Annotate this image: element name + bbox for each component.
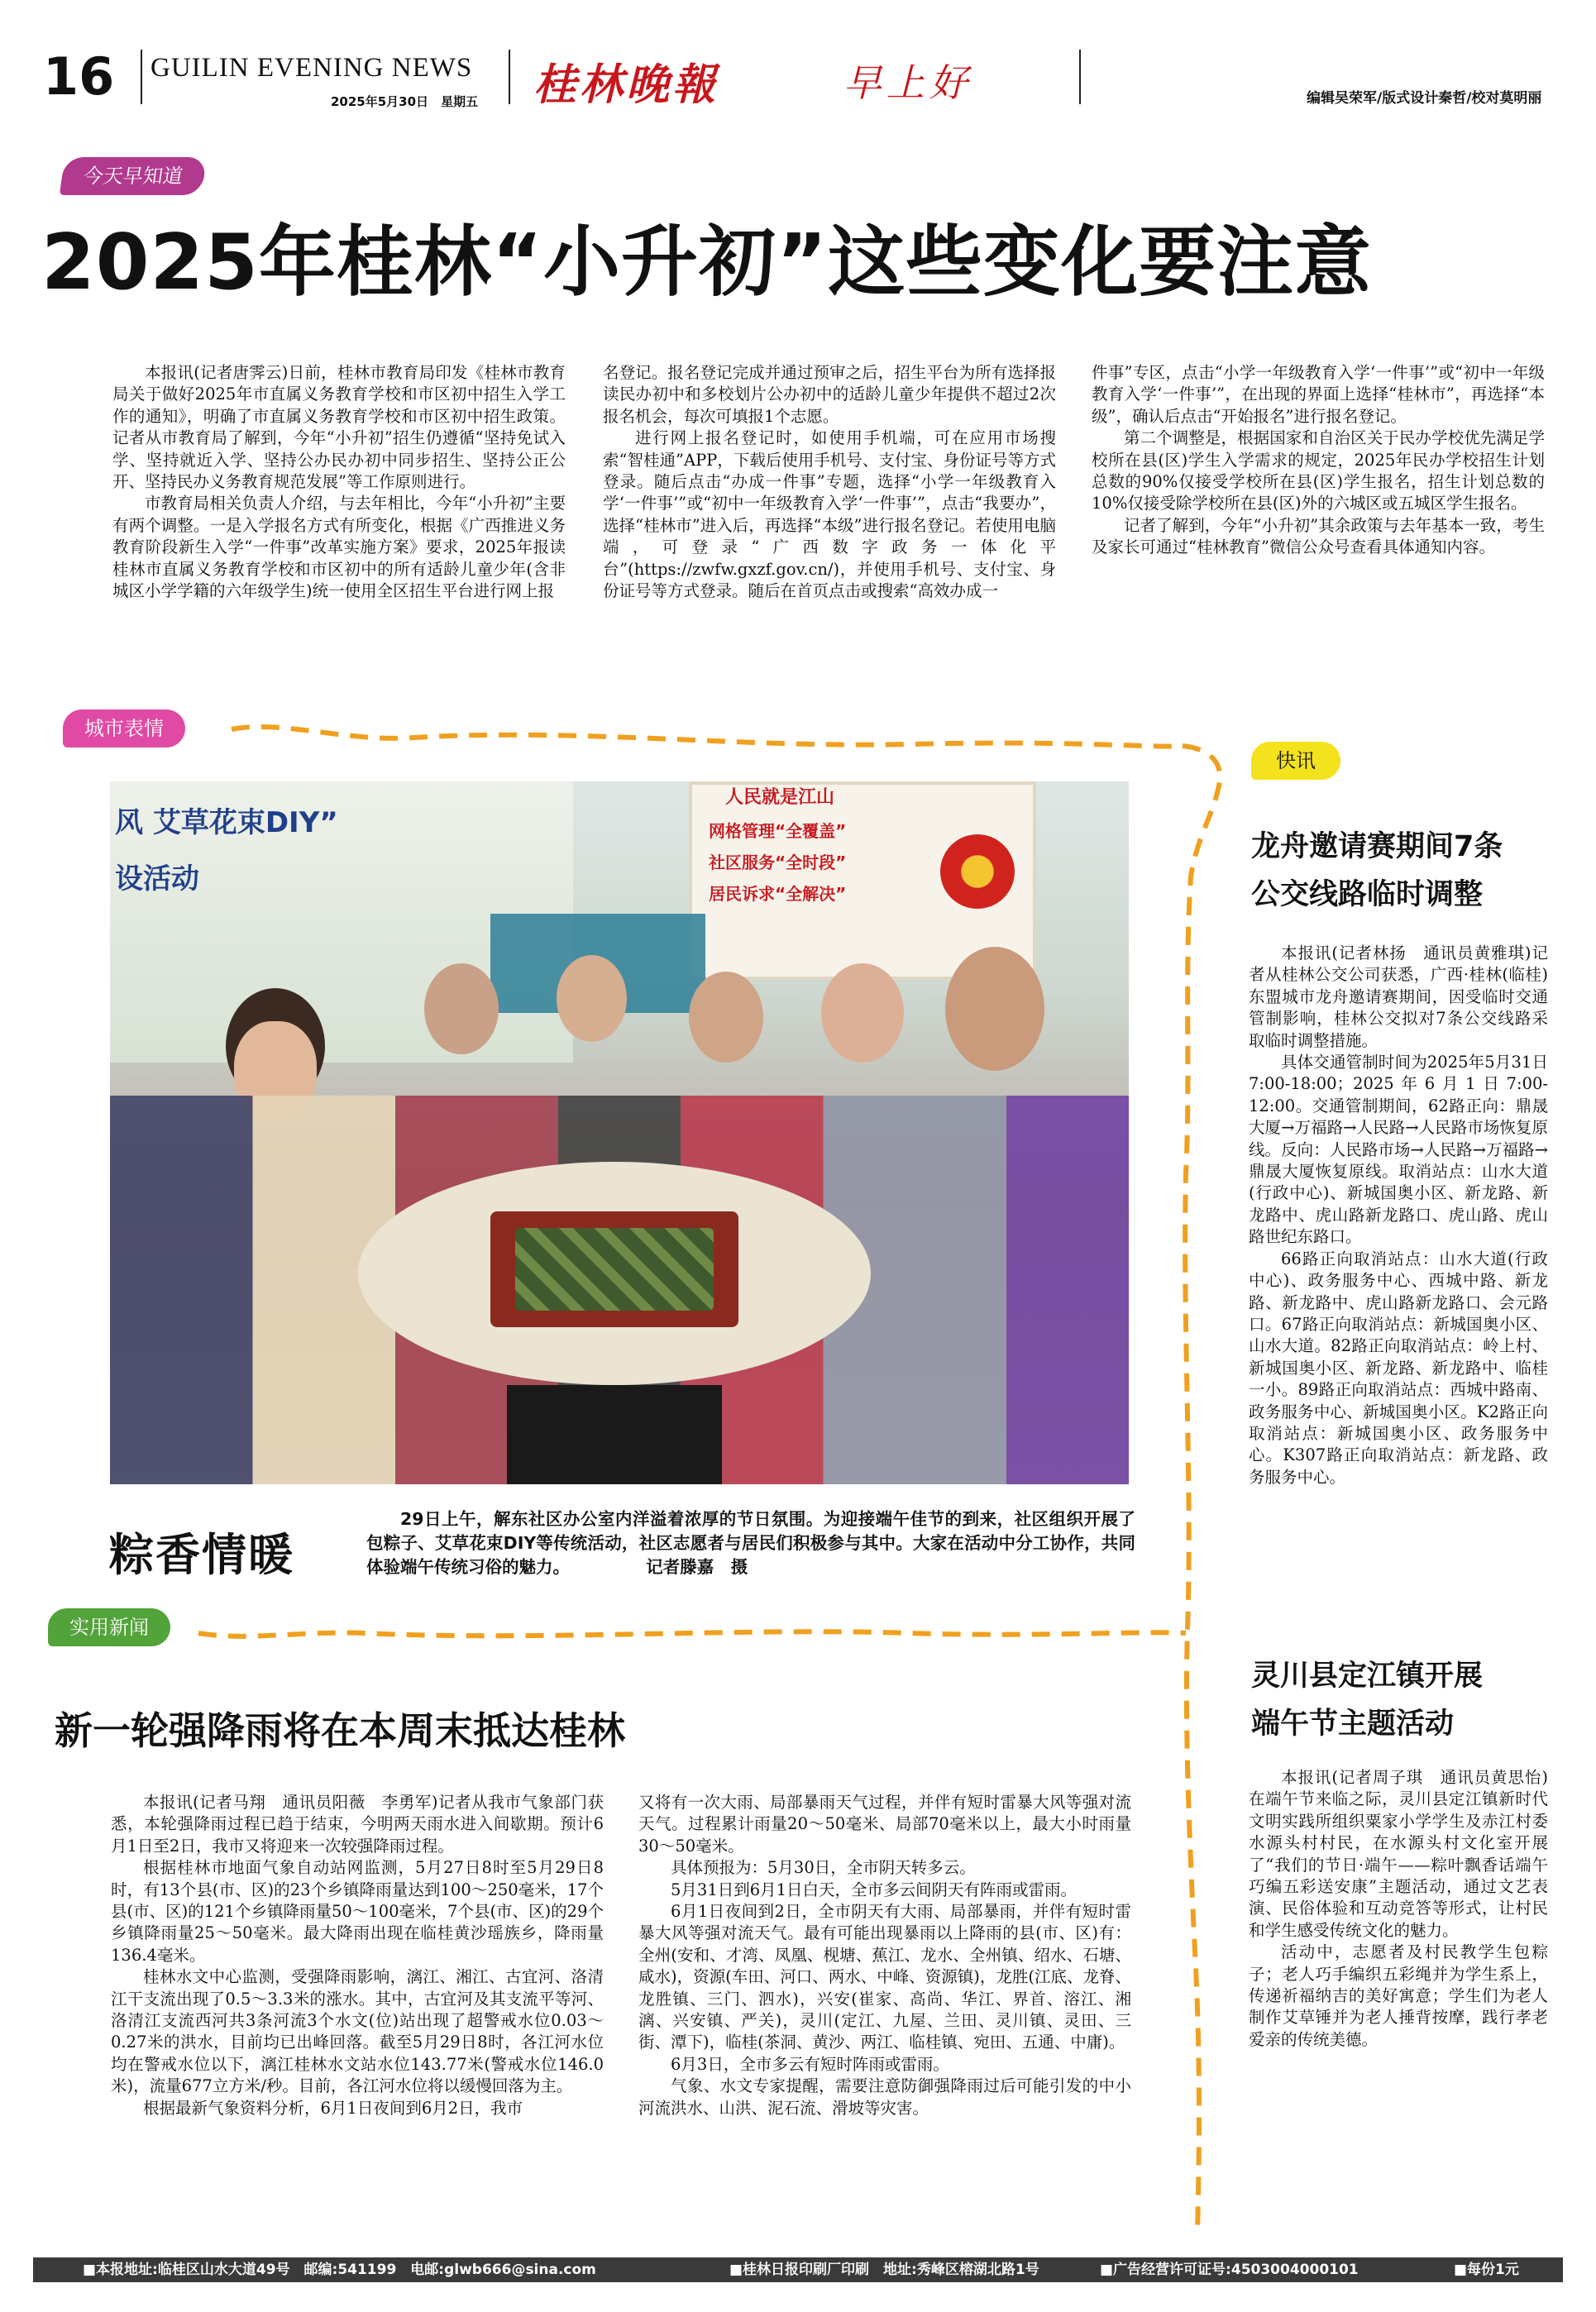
brief-headline-2 [1251, 1652, 1557, 1748]
tag-city-expression: 城市表情 [63, 709, 185, 748]
rain-paragraph: 气象、水文专家提醒，需要注意防御强降雨过后可能引发的中小河流洪水、山洪、泥石流、滑坡等灾害。 [638, 2076, 1131, 2118]
lead-paragraph: 进行网上报名登记时，如使用手机端，可在应用市场搜索“智桂通”APP，下载后使用手机号、支付宝、身份证号等方式登录。随后点击“办成一件事”专题，选择“小学一年级教育入学‘一件事’”或“初中一年级教育入学‘一件事’”，点击“我要办”，选择“桂林市”进入后，再选择“本级”进行报名登记。若使用电脑端，可登录“广西数字政务一体化平台”(https://zwfw.gxzf.gov.cn/)，并使用手机号、支付宝、身份证号等方式登录。随后在首页点击或搜索“高效办成一 [603, 428, 1056, 601]
banner-text: 风 艾草花束DIY” [115, 806, 338, 839]
person-face [424, 963, 499, 1054]
footer-license: ■广告经营许可证号:4503004000101 [1100, 2262, 1359, 2278]
rain-paragraph: 6月3日，全市多云有短时阵雨或雷雨。 [671, 2054, 949, 2074]
rain-paragraph: 根据桂林市地面气象自动站网监测，5月27日8时至5月29日8时，有13个县(市、区)的23个乡镇降雨量达到100～250毫米，17个县(市、区)的121个乡镇降雨量50～100毫米，7个县(市、区)的29个乡镇降雨量25～50毫米。最大降雨出现在临桂黄沙瑶族乡，降雨量136.4毫米。 [111, 1858, 604, 1965]
brief-paragraph: 具体交通管制时间为2025年5月31日7:00-18:00；2025年6月1日7:00-12:00。交通管制期间，62路正向：鼎晟大厦→万福路→人民路→人民路市场恢复原线。反向：人民路市场→人民路→万福路→鼎晟大厦恢复原线。取消站点：山水大道(行政中心)、新城国奥小区、新龙路、新龙路中、虎山路新龙路口、虎山路、虎山路世纪东路口。 [1249, 1053, 1548, 1247]
caption-text: 29日上午，解东社区办公室内洋溢着浓厚的节日氛围。为迎接端午佳节的到来，社区组织开展了包粽子、艾草花束DIY等传统活动，社区志愿者与居民们积极参与其中。大家在活动中分工协作，共同体验端午传统习俗的魅力。 [366, 1509, 1135, 1577]
brief-story-2 [1249, 1767, 1565, 2051]
board-top-text: 人民就是江山 [725, 787, 835, 808]
footer-printer: ■桂林日报印刷厂印刷 地址:秀峰区榕湖北路1号 [729, 2262, 1039, 2278]
lead-headline: 2025年桂林“小升初”这些变化要注意 [41, 217, 1373, 307]
lead-paragraph: 件事”专区，点击“小学一年级教育入学‘一件事’”或“初中一年级教育入学‘一件事’”，在出现的界面上选择“桂林市”，再选择“本级”，确认后点击“开始报名”进行报名登记。 [1092, 363, 1545, 426]
rain-paragraph: 又将有一次大雨、局部暴雨天气过程，并伴有短时雷暴大风等强对流天气。过程累计雨量20～50毫米、局部70毫米以上，最大小时雨量30～50毫米。 [638, 1793, 1131, 1856]
person-face [689, 972, 763, 1063]
rain-paragraph: 6月1日夜间到2日，全市阴天有大雨、局部暴雨，并伴有短时雷暴大风等强对流天气。最有可能出现暴雨以上降雨的县(市、区)有：全州(安和、才湾、凤凰、枧塘、蕉江、龙水、全州镇、绍水、石塘、咸水)，资源(车田、河口、两水、中峰、资源镇)，龙胜(江底、龙脊、龙胜镇、三门、泗水)，兴安(崔家、高尚、华江、界首、溶江、湘漓、兴安镇、严关)，灵川(定江、九屋、兰田、灵川镇、灵田、三街、潭下)，临桂(茶洞、黄沙、两江、临桂镇、宛田、五通、中庸)。 [638, 1902, 1131, 2052]
brief-story-1 [1249, 943, 1548, 1488]
rain-paragraph: 桂林水文中心监测，受强降雨影响，漓江、湘江、古宜河、洛清江干支流出现了0.5～3.3米的涨水。其中，古宜河及其支流平等河、洛清江支流西河共3条河流3个水文(位)站出现了超警戒水位0.03～0.27米的洪水，目前均已出峰回落。截至5月29日8时，各江河水位均在警戒水位以下，漓江桂林水文站水位143.77米(警戒水位146.0米)，流量677立方米/秒。目前，各江河水位将以缓慢回落为主。 [111, 1967, 604, 2096]
table-base [507, 1385, 722, 1484]
rain-column-1 [111, 1792, 604, 2119]
photo-caption [366, 1507, 1135, 1579]
board-line: 居民诉求“全解决” [709, 884, 847, 904]
date-text: 2025年5月30日 [331, 94, 429, 109]
page-number: 16 [43, 46, 115, 107]
brief-paragraph: 本报讯(记者林扬 通讯员黄雅琪)记者从桂林公交公司获悉，广西·桂林(临桂)东盟城市龙舟邀请赛期间，因受临时交通管制影响，桂林公交拟对7条公交线路采取临时调整措施。 [1249, 943, 1548, 1050]
lead-paragraph: 市教育局相关负责人介绍，与去年相比，今年“小升初”主要有两个调整。一是入学报名方式有所变化，根据《广西推进义务教育阶段新生入学“一件事”改革实施方案》要求，2025年报读桂林市直属义务教育学校和市区初中的所有适龄儿童少年(含非城区小学学籍的六年级学生)统一使用全区招生平台进行网上报 [112, 494, 566, 601]
lead-paragraph: 记者了解到，今年“小升初”其余政策与去年基本一致，考生及家长可通过“桂林教育”微信公众号查看具体通知内容。 [1092, 515, 1545, 557]
rain-paragraph: 5月31日到6月1日白天，全市多云间阴天有阵雨或雷雨。 [671, 1880, 1078, 1899]
footer-bar [33, 2257, 1563, 2282]
rain-headline: 新一轮强降雨将在本周末抵达桂林 [55, 1708, 625, 1753]
board-line: 社区服务“全时段” [709, 853, 847, 872]
zongzi-pile [515, 1228, 714, 1311]
rain-column-2 [638, 1792, 1131, 2119]
tag-today: 今天早知道 [60, 157, 207, 195]
footer-price: ■每份1元 [1454, 2262, 1519, 2278]
lead-paragraph: 本报讯(记者唐霁云)日前，桂林市教育局印发《桂林市教育局关于做好2025年市直属义务教育学校和市区初中招生入学工作的通知》，明确了市直属义务教育学校和市区初中招生政策。记者从市教育局了解到，今年“小升初”招生仍遵循“坚持免试入学、坚持就近入学、坚持公办民办初中同步招生、坚持公正公开、坚持民办义务教育规范发展”等工作原则进行。 [112, 363, 566, 492]
board-line: 网格管理“全覆盖” [709, 821, 847, 841]
rain-paragraph: 根据最新气象资料分析，6月1日夜间到6月2日，我市 [143, 2098, 523, 2118]
brief-headline-1-line2: 公交线路临时调整 [1251, 878, 1484, 911]
section-name-logo: 早上好 [843, 60, 972, 105]
person-face [945, 947, 1044, 1071]
person-face [557, 955, 627, 1042]
brief-paragraph: 活动中，志愿者及村民教学生包粽子；老人巧手编织五彩绳并为学生系上，传递祈福纳吉的美好寓意；学生们为老人制作艾草锤并为老人捶背按摩，践行孝老爱亲的传统美德。 [1249, 1942, 1548, 2049]
rain-paragraph: 本报讯(记者马翔 通讯员阳薇 李勇军)记者从我市气象部门获悉，本轮强降雨过程已趋于结束，今明两天雨水进入间歇期。预计6月1日至2日，我市又将迎来一次较强降雨过程。 [111, 1793, 604, 1856]
editor-credits: 编辑吴荣军/版式设计秦哲/校对莫明丽 [1307, 90, 1542, 107]
rain-paragraph: 具体预报为：5月30日，全市阴天转多云。 [671, 1858, 976, 1878]
paper-name-logo: 桂林晚報 [533, 60, 719, 110]
person-face [821, 963, 904, 1063]
photo-title: 粽香情暖 [109, 1529, 294, 1581]
lead-paragraph: 名登记。报名登记完成并通过预审之后，招生平台为所有选择报读民办初中和多校划片公办初中的适龄儿童少年提供不超过2次报名机会，每次可填报1个志愿。 [603, 363, 1056, 426]
brief-headline-1 [1251, 823, 1557, 919]
tag-practical-news: 实用新闻 [48, 1608, 170, 1646]
brief-paragraph: 66路正向取消站点：山水大道(行政中心)、政务服务中心、西城中路、新龙路、新龙路中、虎山路新龙路口、会元路口。67路正向取消站点：新城国奥小区、山水大道。82路正向取消站点：岭上村、新城国奥小区、新龙路、新龙路中、临桂一小。89路正向取消站点：西城中路南、政务服务中心、新城国奥小区。K2路正向取消站点：新城国奥小区、政务服务中心。K307路正向取消站点：新龙路、政务服务中心。 [1249, 1249, 1548, 1487]
brief-headline-2-line2: 端午节主题活动 [1251, 1708, 1455, 1741]
english-title: GUILIN EVENING NEWS [151, 53, 473, 83]
party-emblem-icon [940, 834, 1015, 909]
footer-address: ■本报地址:临桂区山水大道49号 邮编:541199 电邮:glwb666@sina.com [83, 2262, 596, 2278]
brief-headline-2-line1: 灵川县定江镇开展 [1251, 1660, 1484, 1693]
lead-paragraph: 第二个调整是，根据国家和自治区关于民办学校优先满足学校所在县(区)学生入学需求的规定，2025年民办学校招生计划总数的90%仅接受学校所在县(区)学生报名，招生计划总数的10%仅接受除学校所在县(区)外的六城区或五城区学生报名。 [1092, 428, 1545, 514]
table-with-zongzi [358, 1162, 871, 1385]
photo-community-zongzi [110, 781, 1129, 1484]
banner-text-2: 设活动 [115, 862, 199, 896]
brief-paragraph: 本报讯(记者周子琪 通讯员黄思怡)在端午节来临之际，灵川县定江镇新时代文明实践所组织粟家小学学生及赤江村委水源头村村民，在水源头村文化室开展了“我们的节日·端午——粽叶飘香话端午 巧编五彩送安康”主题活动，通过文艺表演、民俗体验和互动竞答等形式，让村民和学生感受传统文化的魅力。 [1249, 1768, 1565, 1940]
photo-credit: 记者滕嘉 摄 [646, 1557, 748, 1577]
weekday-text: 星期五 [441, 94, 479, 109]
tag-brief-news: 快讯 [1251, 742, 1340, 780]
brief-headline-1-line1: 龙舟邀请赛期间7条 [1251, 830, 1503, 863]
